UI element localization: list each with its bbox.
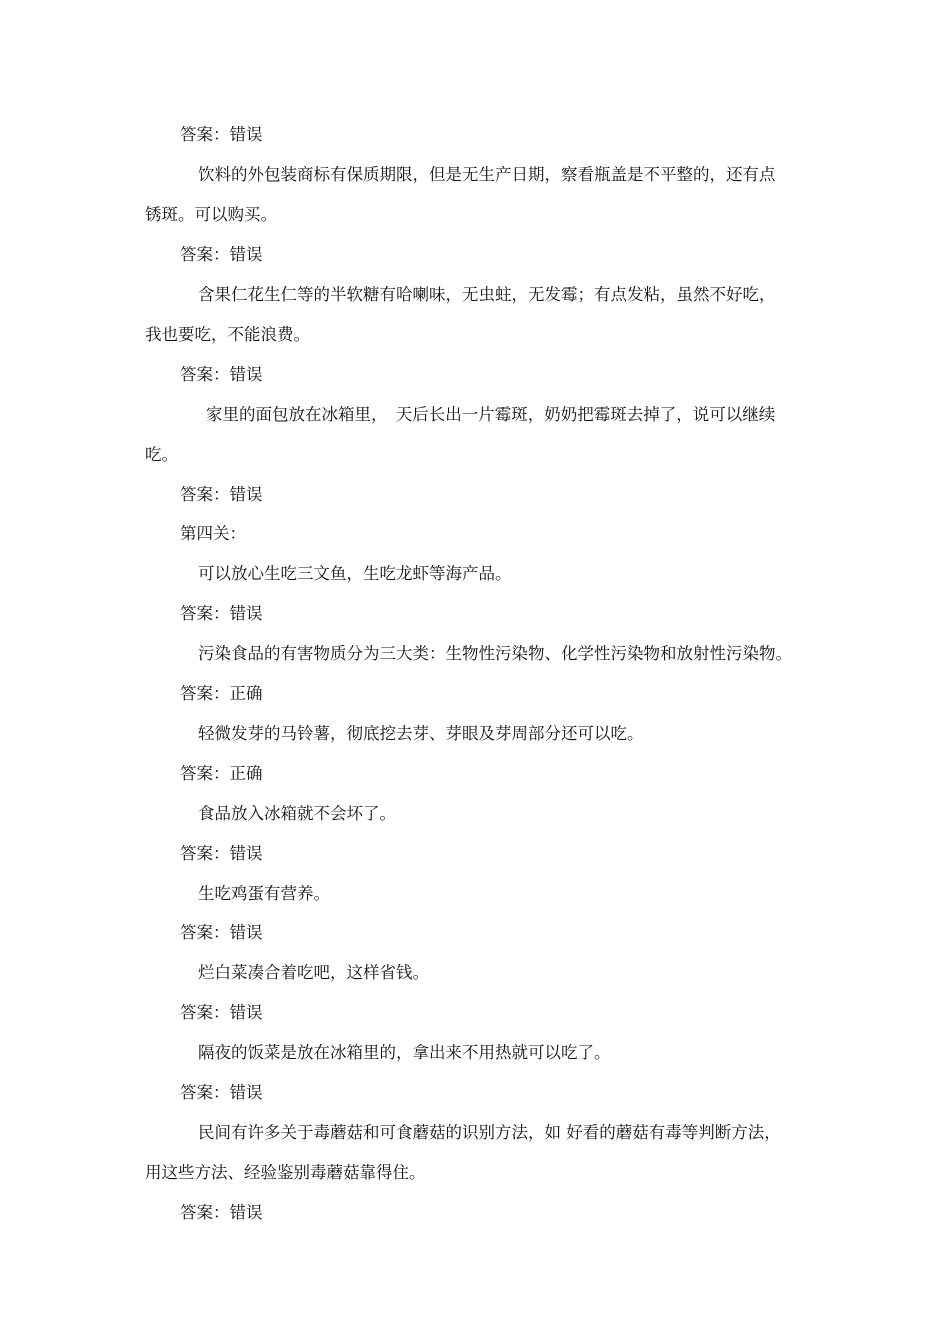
question-line: 食品放入冰箱就不会坏了。 bbox=[198, 804, 396, 823]
section-heading: 第四关： bbox=[180, 524, 246, 543]
question-continued: 我也要吃，不能浪费。 bbox=[145, 325, 310, 344]
answer-line: 答案：错误 bbox=[180, 125, 263, 144]
answer-line: 答案：正确 bbox=[180, 764, 263, 783]
question-line: 生吃鸡蛋有营养。 bbox=[198, 884, 330, 903]
answer-line: 答案：错误 bbox=[180, 1003, 263, 1022]
question-line: 饮料的外包装商标有保质期限，但是无生产日期，察看瓶盖是不平整的，还有点 bbox=[198, 165, 776, 184]
question-continued: 吃。 bbox=[145, 445, 178, 464]
question-line: 含果仁花生仁等的半软糖有哈喇味，无虫蛀，无发霉；有点发粘，虽然不好吃， bbox=[198, 285, 776, 304]
answer-line: 答案：错误 bbox=[180, 1083, 263, 1102]
answer-line: 答案：错误 bbox=[180, 245, 263, 264]
question-line: 轻微发芽的马铃薯，彻底挖去芽、芽眼及芽周部分还可以吃。 bbox=[198, 724, 644, 743]
question-line: 家里的面包放在冰箱里， 天后长出一片霉斑，奶奶把霉斑去掉了，说可以继续 bbox=[206, 405, 776, 424]
answer-line: 答案：错误 bbox=[180, 923, 263, 942]
question-line: 可以放心生吃三文鱼，生吃龙虾等海产品。 bbox=[198, 564, 512, 583]
question-line: 污染食品的有害物质分为三大类：生物性污染物、化学性污染物和放射性污染物。 bbox=[198, 644, 792, 663]
answer-line: 答案：错误 bbox=[180, 1203, 263, 1222]
question-continued: 锈斑。可以购买。 bbox=[145, 205, 277, 224]
question-line: 民间有许多关于毒蘑菇和可食蘑菇的识别方法，如 好看的蘑菇有毒等判断方法， bbox=[198, 1123, 781, 1142]
answer-line: 答案：正确 bbox=[180, 684, 263, 703]
question-line: 隔夜的饭菜是放在冰箱里的，拿出来不用热就可以吃了。 bbox=[198, 1043, 611, 1062]
answer-line: 答案：错误 bbox=[180, 485, 263, 504]
answer-line: 答案：错误 bbox=[180, 844, 263, 863]
question-continued: 用这些方法、经验鉴别毒蘑菇靠得住。 bbox=[145, 1163, 426, 1182]
question-line: 烂白菜凑合着吃吧，这样省钱。 bbox=[198, 963, 429, 982]
answer-line: 答案：错误 bbox=[180, 365, 263, 384]
answer-line: 答案：错误 bbox=[180, 604, 263, 623]
